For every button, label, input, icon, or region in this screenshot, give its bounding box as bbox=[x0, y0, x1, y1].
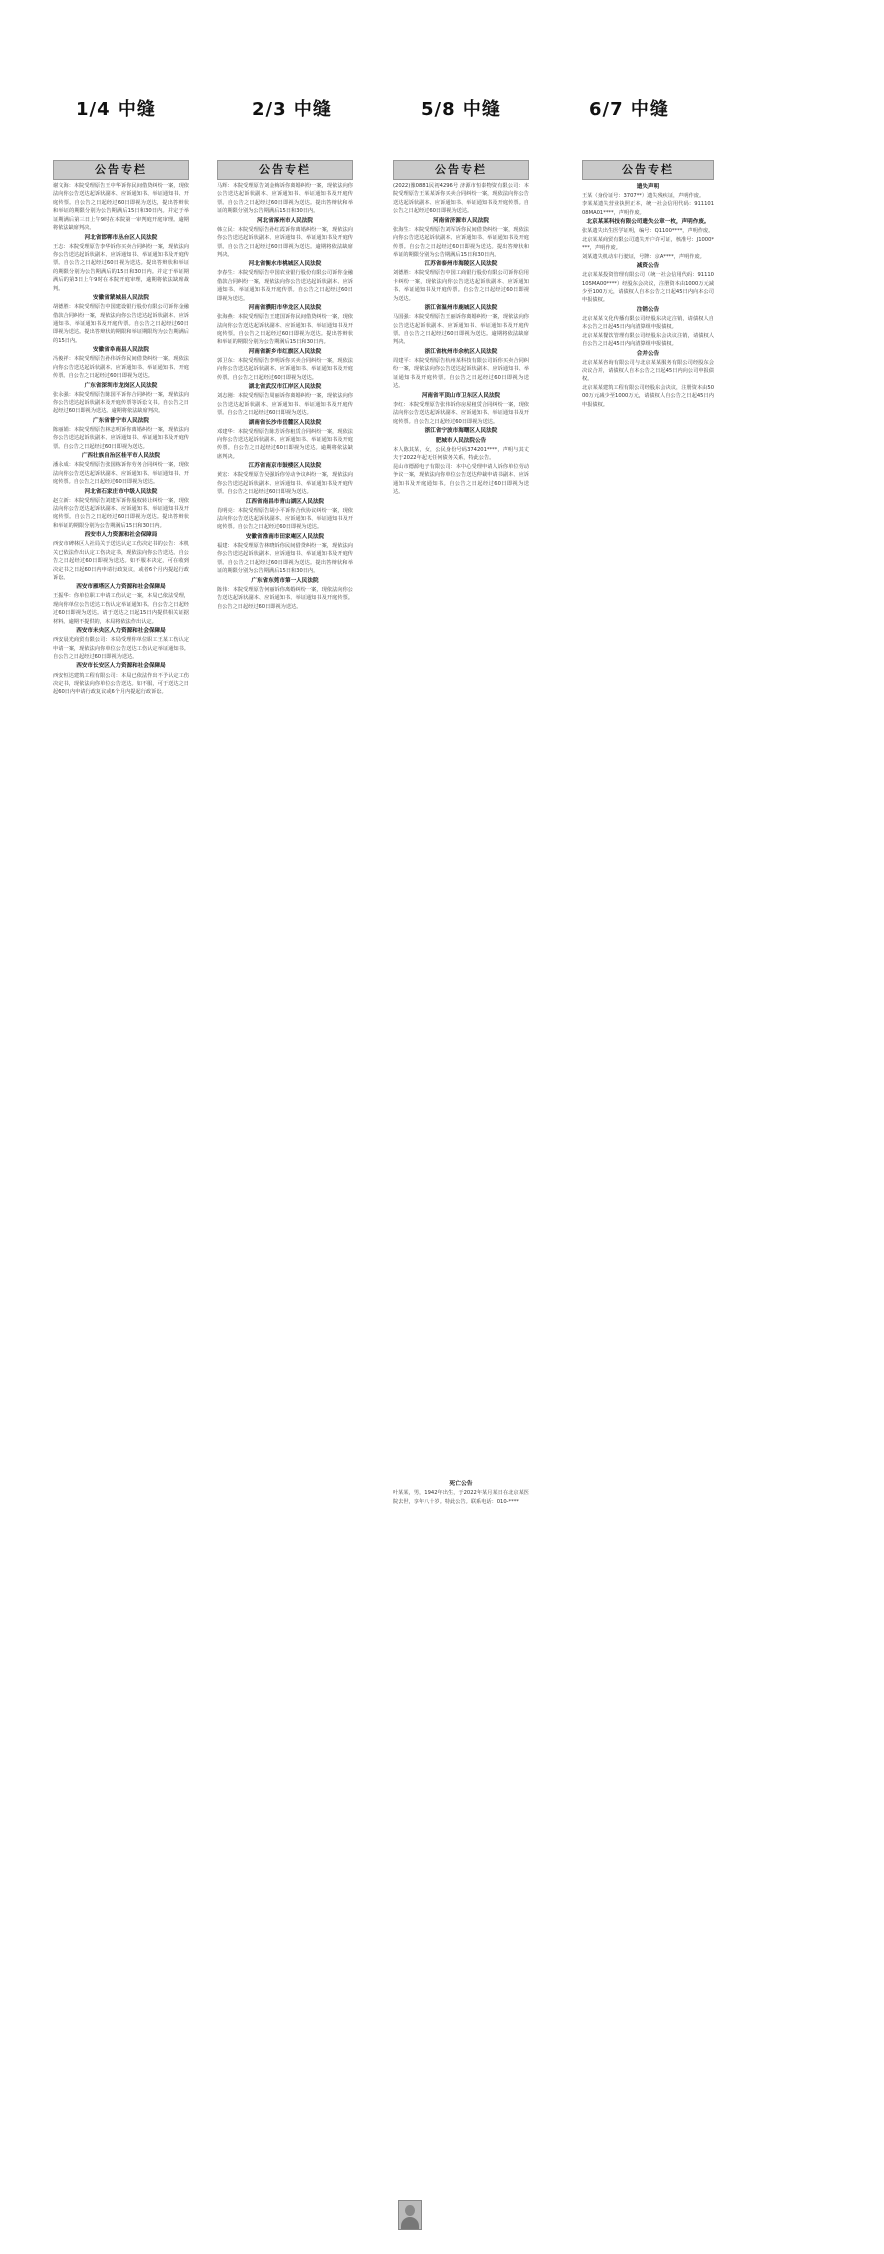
notice-paragraph: 陈伟：本院受理原告何丽诉你离婚纠纷一案，现依法向你公告送达起诉状副本、应诉通知书、举证通知书及开庭传票。自公告之日起经过60日即视为送达。 bbox=[217, 586, 353, 610]
notice-issuer: 浙江省温州市鹿城区人民法院 bbox=[424, 305, 498, 312]
notice-issuer: 河北省衡水市桃城区人民法院 bbox=[248, 261, 322, 268]
notice-issuer: 西安市人力资源和社会保障局 bbox=[84, 532, 158, 539]
notice-column-3 bbox=[393, 160, 529, 1470]
notice-paragraph: 北京某某投资管理有限公司（统一社会信用代码：91110105MA00****）经股东会决议，注册资本由1000万元减少至100万元，请债权人自本公告之日起45日内向本公司申报债权。 bbox=[582, 272, 714, 304]
notice-paragraph: 本人陈其某，女，公民身份号码374201****，声明与其丈夫于2022年起无任何债务关系，特此公告。 bbox=[393, 447, 529, 462]
notice-issuer: 西安市长安区人力资源和社会保障局 bbox=[76, 663, 166, 670]
notice-paragraph: 郭卫东：本院受理原告李明诉你买卖合同纠纷一案，现依法向你公告送达起诉状副本、应诉通知书、举证通知书及开庭传票。自公告之日起经过60日即视为送达。 bbox=[217, 357, 353, 381]
notice-paragraph: 张某遗失出生医学证明，编号：Q1100****，声明作废。 bbox=[582, 228, 714, 235]
notice-paragraph: 王志：本院受理原告李华诉你买卖合同纠纷一案，现依法向你公告送达起诉状副本、应诉通知书、举证通知书及开庭传票。自公告之日起经过60日视为送达。提出答辩状和举证的期限分别为公告期满后的15日和30日内。并定于举证期满后的第3日上午9时在本院开庭审理，逾期将依法缺席裁判。 bbox=[53, 243, 189, 292]
notice-column-1 bbox=[53, 160, 189, 1570]
column-header: 公告专栏 bbox=[53, 160, 189, 180]
column-header: 公告专栏 bbox=[217, 160, 353, 180]
notice-paragraph: 马辉：本院受理原告刘金梅诉你离婚纠纷一案，现依法向你公告送达起诉状副本、应诉通知书、举证通知书及开庭传票。自公告之日起经过60日即视为送达。提出答辩状和举证的期限分别为公告期满后15日和30日内。 bbox=[217, 183, 353, 215]
notice-paragraph: 李红：本院受理原告张伟诉你房屋租赁合同纠纷一案，现依法向你公告送达起诉状副本、应诉通知书、举证通知书及开庭传票。自公告之日起经过60日即视为送达。 bbox=[393, 401, 529, 425]
notice-issuer: 河北省涿州市人民法院 bbox=[257, 217, 313, 224]
notice-paragraph: 周建平：本院受理原告杭州某科技有限公司诉你买卖合同纠纷一案，现依法向你公告送达起诉状副本、应诉通知书、举证通知书及开庭传票。自公告之日起经过60日即视为送达。 bbox=[393, 357, 529, 390]
notice-paragraph: 谢文海：本院受理原告王中华诉你民间借贷纠纷一案，现依法向你公告送达起诉状副本、应诉通知书、举证通知书、开庭传票。自公告之日起经过60日即视为送达，提出答辩状和举证的期限分别为公告期满后15日和30日内。并定于举证期满后第三日上午9时在本院第一审判庭开庭审理。逾期将依法缺席判决。 bbox=[53, 183, 189, 232]
notice-issuer: 合并公告 bbox=[636, 350, 660, 357]
notice-paragraph: 潘永成：本院受理原告张国栋诉你劳务合同纠纷一案，现依法向你公告送达起诉状副本、应诉通知书、举证通知书、开庭传票。自公告之日起经过60日即视为送达。 bbox=[53, 462, 189, 486]
column-body bbox=[53, 180, 189, 697]
notice-issuer: 西安市未央区人力资源和社会保障局 bbox=[76, 628, 166, 635]
notice-paragraph: 西安晨光商贸有限公司：本局受理你单位职工王某工伤认定申请一案，现依法向你单位公告送达工伤认定举证通知书。自公告之日起经过60日即视为送达。 bbox=[53, 637, 189, 661]
notice-paragraph: 西安市碑林区人社局关于送达认定工伤决定书的公告：本机关已依法作出认定工伤决定书，现依法向你公告送达。自公告之日起经过60日即视为送达。如不服本决定，可在收到决定书之日起60日内申请行政复议，或者6个月内提起行政诉讼。 bbox=[53, 541, 189, 581]
notice-issuer: 河北省石家庄市中级人民法院 bbox=[84, 488, 158, 495]
notice-paragraph: 陈丽娟：本院受理原告林志明诉你离婚纠纷一案，现依法向你公告送达起诉状副本、应诉通知书、举证通知书及开庭传票。自公告之日起经过60日即视为送达。 bbox=[53, 426, 189, 450]
column-body bbox=[393, 180, 529, 497]
notice-issuer: 广西壮族自治区桂平市人民法院 bbox=[81, 453, 161, 460]
notice-issuer: 安徽省阜南县人民法院 bbox=[93, 347, 149, 354]
notice-issuer: 河南省濮阳市华龙区人民法院 bbox=[248, 305, 322, 312]
notice-issuer: 北京某某科技有限公司遗失公章一枚，声明作废。 bbox=[586, 219, 710, 226]
notice-paragraph: 冯俊祥：本院受理原告孙伟诉你民间借贷纠纷一案，现依法向你公告送达起诉状副本、应诉通知书、举证通知书、开庭传票。自公告之日起经过60日即视为送达。 bbox=[53, 356, 189, 380]
notice-paragraph: 王某（身份证号：3707**）遗失残疾证，声明作废。 bbox=[582, 193, 705, 200]
notice-paragraph: 昆山市德源电子有限公司：本中心受理申请人诉你单位劳动争议一案，现依法向你单位公告送达仲裁申请书副本、应诉通知书及开庭通知书。自公告之日起经过60日即视为送达。 bbox=[393, 463, 529, 496]
notice-paragraph: 北京某某文化传播有限公司经股东决定注销，请债权人自本公告之日起45日内向清算组申报债权。 bbox=[582, 315, 714, 331]
notice-issuer: 广东省深圳市龙岗区人民法院 bbox=[84, 382, 158, 389]
column-header: 公告专栏 bbox=[393, 160, 529, 180]
notice-paragraph: 邓建华：本院受理原告陈芳诉你租赁合同纠纷一案，现依法向你公告送达起诉状副本、应诉通知书、举证通知书及开庭传票。自公告之日起经过60日即视为送达。逾期将依法缺席判决。 bbox=[217, 428, 353, 460]
notice-paragraph: 西安恒达建筑工程有限公司：本局已依法作出不予认定工伤决定书，现依法向你单位公告送达。如不服，可于送达之日起60日内申请行政复议或6个月内提起行政诉讼。 bbox=[53, 672, 189, 696]
column-header: 公告专栏 bbox=[582, 160, 714, 180]
notice-column-4 bbox=[582, 160, 714, 1520]
pos-label-3: 5/8 中缝 bbox=[421, 99, 501, 120]
notice-issuer: 江西省南昌市青山湖区人民法院 bbox=[245, 498, 325, 505]
notice-column-2 bbox=[217, 160, 353, 1505]
notice-paragraph: 张永强：本院受理原告陈国平诉你合同纠纷一案，现依法向你公告送达起诉状副本及开庭传票等诉讼文书。自公告之日起经过60日即视为送达。逾期将依法缺席判决。 bbox=[53, 391, 189, 415]
obituary-text: 叶某某，男，1942年出生，于2022年某月某日在北京某医院去世，享年八十岁。特此公告。联系电话：010-**** bbox=[393, 1490, 529, 1505]
notice-issuer: 浙江省宁波市海曙区人民法院 bbox=[424, 427, 498, 434]
notice-issuer: 广东省普宁市人民法院 bbox=[93, 417, 149, 424]
notice-paragraph: 张海燕：本院受理原告王建国诉你民间借贷纠纷一案，现依法向你公告送达起诉状副本、应诉通知书、举证通知书及开庭传票。自公告之日起经过60日即视为送达。提出答辩状和举证的期限分别为公告期满后15日和30日内。 bbox=[217, 314, 353, 346]
notice-issuer: 河北省邯郸市丛台区人民法院 bbox=[84, 234, 158, 241]
notice-paragraph: 张海生：本院受理原告刘军诉你民间借贷纠纷一案，现依法向你公告送达起诉状副本、应诉通知书、举证通知书及开庭传票。自公告之日起经过60日即视为送达。提出答辩状和举证的期限分别为公告期满后15日和30日内。 bbox=[393, 226, 529, 258]
notice-paragraph: 北京某某商贸有限公司遗失开户许可证，核准号：J1000****，声明作废。 bbox=[582, 236, 714, 252]
notice-paragraph: 北京某某建筑工程有限公司经股东会决议，注册资本由5000万元减少至1000万元，请债权人自公告之日起45日内申报债权。 bbox=[582, 384, 714, 408]
notice-issuer: 广东省东莞市第一人民法院 bbox=[251, 577, 319, 584]
notice-paragraph: (2022)豫0881民初4296号 济源市恒泰物资有限公司：本院受理原告王某某诉你买卖合同纠纷一案，现依法向你公告送达起诉状副本、应诉通知书、举证通知书及开庭传票。自公告之日起经过60日即视为送达。 bbox=[393, 183, 529, 215]
obituary-notice bbox=[393, 1480, 529, 1506]
notice-issuer: 河南省平顶山市卫东区人民法院 bbox=[421, 392, 501, 399]
notice-paragraph: 肖明亮：本院受理原告胡小平诉你合伙协议纠纷一案，现依法向你公告送达起诉状副本、应诉通知书、举证通知书及开庭传票。自公告之日起经过60日即视为送达。 bbox=[217, 507, 353, 531]
notice-issuer: 安徽省淮南市田家庵区人民法院 bbox=[245, 533, 325, 540]
notice-paragraph: 李春生：本院受理原告中国农业银行股份有限公司诉你金融借款合同纠纷一案，现依法向你公告送达起诉状副本、应诉通知书、举证通知书及开庭传票。自公告之日起经过60日即视为送达。 bbox=[217, 270, 353, 302]
notice-issuer: 遗失声明 bbox=[636, 184, 660, 190]
notice-issuer: 河南省新乡市红旗区人民法院 bbox=[248, 348, 322, 355]
notice-issuer: 减资公告 bbox=[636, 263, 660, 270]
notice-paragraph: 刘某遗失机动车行驶证，号牌：京A****，声明作废。 bbox=[582, 253, 705, 260]
portrait-photo bbox=[398, 2200, 422, 2230]
notice-issuer: 河南省济源市人民法院 bbox=[433, 217, 489, 224]
column-body bbox=[582, 180, 714, 409]
pos-label-1: 1/4 中缝 bbox=[76, 99, 156, 120]
notice-paragraph: 赵立新：本院受理原告刘建军诉你股权转让纠纷一案，现依法向你公告送达起诉状副本、应诉通知书、举证通知书及开庭传票。自公告之日起经过60日即视为送达。提出答辩状和举证的期限分别为公告期满后15日和30日内。 bbox=[53, 497, 189, 529]
notice-paragraph: 刘志刚：本院受理原告周丽诉你离婚纠纷一案，现依法向你公告送达起诉状副本、应诉通知书、举证通知书及开庭传票。自公告之日起经过60日即视为送达。 bbox=[217, 393, 353, 417]
notice-issuer: 浙江省杭州市余杭区人民法院 bbox=[424, 348, 498, 355]
notice-paragraph: 北京某某餐饮管理有限公司经股东会决议注销，请债权人自公告之日起45日内向清算组申报债权。 bbox=[582, 332, 714, 348]
notice-paragraph: 北京某某咨询有限公司与北京某某服务有限公司经股东会决议合并，请债权人自本公告之日起45日内向公司申报债权。 bbox=[582, 359, 714, 383]
notice-paragraph: 福建：本院受理原告林晓诉你民间借贷纠纷一案，现依法向你公告送达起诉状副本、应诉通知书、举证通知书及开庭传票。自公告之日起经过60日即视为送达。提出答辩状和举证的期限分别为公告期满后15日和30日内。 bbox=[217, 542, 353, 575]
notice-issuer: 注销公告 bbox=[636, 306, 660, 313]
notice-issuer: 安徽省蒙城县人民法院 bbox=[93, 295, 149, 302]
notice-paragraph: 黄宏：本院受理原告吴强诉你劳动争议纠纷一案，现依法向你公告送达起诉状副本、应诉通知书、举证通知书及开庭传票。自公告之日起经过60日即视为送达。 bbox=[217, 472, 353, 496]
notice-issuer: 湖北省武汉市江岸区人民法院 bbox=[248, 384, 322, 391]
column-body bbox=[217, 180, 353, 611]
notice-paragraph: 胡德胜：本院受理原告中国建设银行股份有限公司诉你金融借款合同纠纷一案，现依法向你公告送达起诉状副本、应诉通知书、举证通知书及开庭传票。自公告之日起经过60日即视为送达。提出答辩状的期限和举证期限均为公告期满后的15日内。 bbox=[53, 304, 189, 344]
notice-issuer: 肥城市人民法院公告 bbox=[435, 437, 487, 444]
obituary-title: 死亡公告 bbox=[449, 1481, 473, 1487]
notice-issuer: 江苏省泰州市海陵区人民法院 bbox=[424, 261, 498, 268]
notice-paragraph: 李某某遗失营业执照正本，统一社会信用代码：91110108MA01****，声明作废。 bbox=[582, 201, 714, 216]
notice-paragraph: 韩立民：本院受理原告孙红霞诉你离婚纠纷一案，现依法向你公告送达起诉状副本、应诉通知书、举证通知书及开庭传票。自公告之日起经过60日即视为送达。逾期将依法缺席判决。 bbox=[217, 226, 353, 258]
pos-label-4: 6/7 中缝 bbox=[589, 99, 669, 120]
pos-label-2: 2/3 中缝 bbox=[252, 99, 332, 120]
notice-paragraph: 刘德胜：本院受理原告中国工商银行股份有限公司诉你信用卡纠纷一案，现依法向你公告送达起诉状副本、应诉通知书、举证通知书及开庭传票。自公告之日起经过60日即视为送达。 bbox=[393, 270, 529, 302]
notice-paragraph: 马国强：本院受理原告王丽诉你离婚纠纷一案，现依法向你公告送达起诉状副本、应诉通知书、举证通知书及开庭传票。自公告之日起经过60日即视为送达。逾期将依法缺席判决。 bbox=[393, 314, 529, 346]
notice-paragraph: 王振华：你单位职工申请工伤认定一案，本局已依法受理，现向你单位公告送达工伤认定举证通知书。自公告之日起经过60日即视为送达。请于送达之日起15日内提供相关证据材料。逾期不提供的，本局将依法作出认定。 bbox=[53, 593, 189, 625]
notice-issuer: 湖南省长沙市岳麓区人民法院 bbox=[248, 419, 322, 426]
notice-issuer: 江苏省南京市鼓楼区人民法院 bbox=[248, 463, 322, 470]
notice-issuer: 西安市雁塔区人力资源和社会保障局 bbox=[76, 584, 166, 591]
